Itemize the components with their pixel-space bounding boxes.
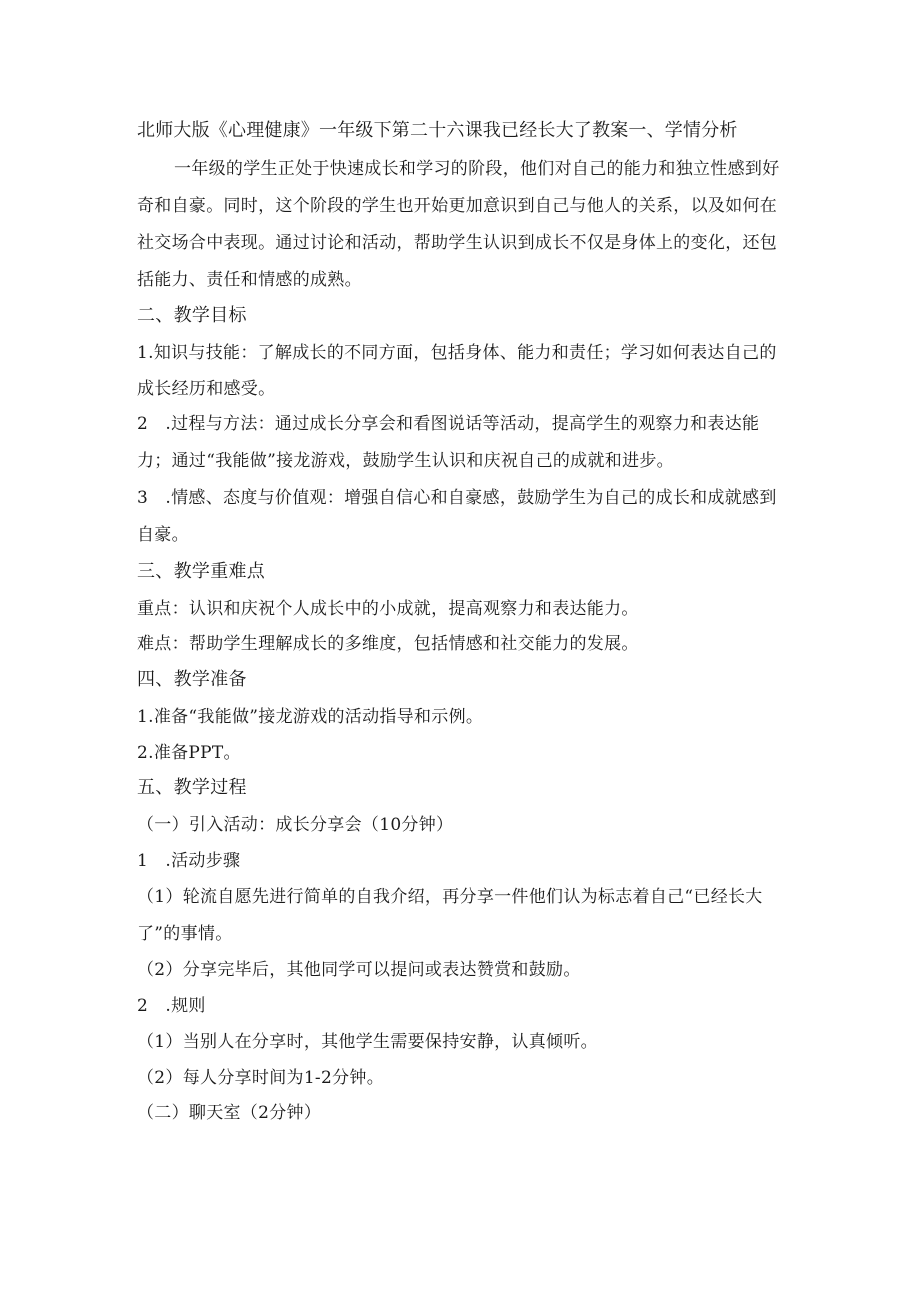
step-line: 了”的事情。 <box>137 924 233 944</box>
rule-line: （2）每人分享时间为1-2分钟。 <box>137 1068 384 1088</box>
rule-line: （1）当别人在分享时，其他学生需要保持安静，认真倾听。 <box>137 1032 598 1052</box>
intro-line: 社交场合中表现。通过讨论和活动，帮助学生认识到成长不仅是身体上的变化，还包 <box>137 233 778 253</box>
section-heading: 五、教学过程 <box>137 777 247 798</box>
objective-line: 自豪。 <box>137 525 189 545</box>
objective-line: 力；通过“我能做”接龙游戏，鼓励学生认识和庆祝自己的成就和进步。 <box>137 451 674 471</box>
difficulty-point: 难点：帮助学生理解成长的多维度，包括情感和社交能力的发展。 <box>137 634 639 654</box>
objective-line: 3 .情感、态度与价值观：增强自信心和自豪感，鼓励学生为自己的成长和成就感到 <box>137 488 777 508</box>
objective-line: 成长经历和感受。 <box>137 379 276 399</box>
subsection-heading: （一）引入活动：成长分享会（10分钟） <box>137 815 454 835</box>
preparation-item: 2.准备PPT。 <box>137 743 241 763</box>
key-point: 重点：认识和庆祝个人成长中的小成就，提高观察力和表达能力。 <box>137 599 639 619</box>
section-heading: 三、教学重难点 <box>137 561 266 582</box>
step-line: （2）分享完毕后，其他同学可以提问或表达赞赏和鼓励。 <box>137 960 581 980</box>
intro-line: 括能力、责任和情感的成熟。 <box>137 270 362 290</box>
step-line: （1）轮流自愿先进行简单的自我介绍，再分享一件他们认为标志着自己“已经长大 <box>137 887 763 907</box>
section-heading: 四、教学准备 <box>137 669 247 690</box>
rules-heading: 2 .规则 <box>137 996 206 1016</box>
objective-line: 1.知识与技能：了解成长的不同方面，包括身体、能力和责任；学习如何表达自己的 <box>137 343 777 363</box>
subsection-heading: （二）聊天室（2分钟） <box>137 1103 322 1123</box>
section-heading: 二、教学目标 <box>137 305 247 326</box>
steps-heading: 1 .活动步骤 <box>137 851 241 871</box>
intro-line: 奇和自豪。同时，这个阶段的学生也开始更加意识到自己与他人的关系，以及如何在 <box>137 196 778 216</box>
preparation-item: 1.准备“我能做”接龙游戏的活动指导和示例。 <box>137 707 484 727</box>
objective-line: 2 .过程与方法：通过成长分享会和看图说话等活动，提高学生的观察力和表达能 <box>137 414 760 434</box>
document-title: 北师大版《心理健康》一年级下第二十六课我已经长大了教案一、学情分析 <box>137 120 738 141</box>
intro-line: 一年级的学生正处于快速成长和学习的阶段，他们对自己的能力和独立性感到好 <box>174 159 780 179</box>
